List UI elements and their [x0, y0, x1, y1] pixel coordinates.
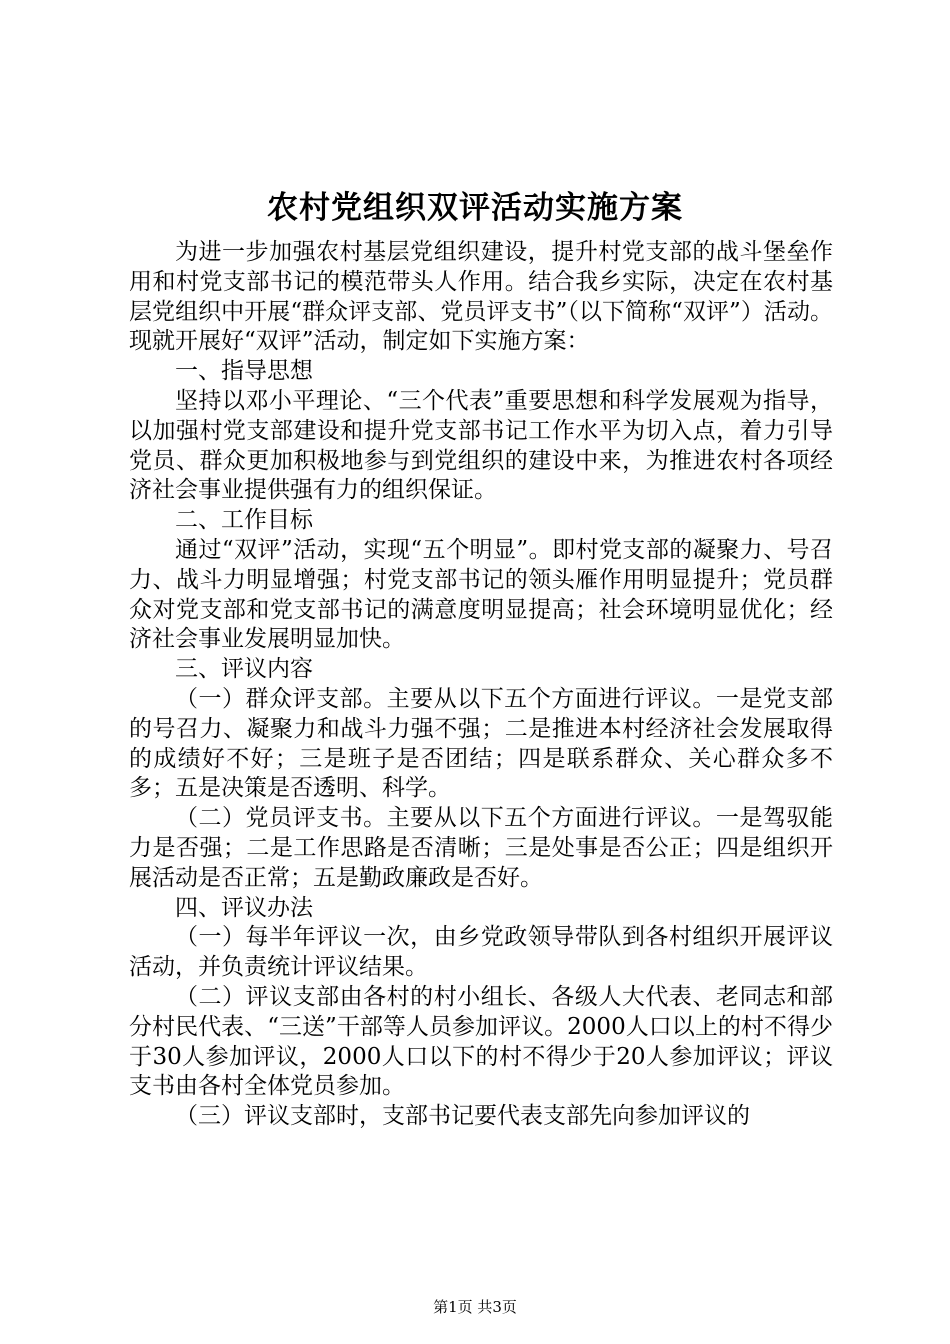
document-title: 农村党组织双评活动实施方案	[267, 190, 683, 226]
section-heading-evaluation-content: 三、评议内容	[175, 656, 313, 683]
paragraph-method-3: （三）评议支部时，支部书记要代表支部先向参加评议的	[175, 1103, 750, 1130]
paragraph-members-evaluate-secretary: （二）党员评支书。主要从以下五个方面进行评议。一是驾驭能力是否强；二是工作思路是否清晰；三是处事是否公正；四是组织开展活动是否正常；五是勤政廉政是否好。	[129, 805, 833, 891]
section-heading-work-goals: 二、工作目标	[175, 507, 313, 534]
paragraph-masses-evaluate-branch: （一）群众评支部。主要从以下五个方面进行评议。一是党支部的号召力、凝聚力和战斗力强不强；二是推进本村经济社会发展取得的成绩好不好；三是班子是否团结；四是联系群众、关心群众多不多；五是决策是否透明、科学。	[129, 685, 833, 802]
document-body	[129, 238, 833, 1132]
page-footer: 第1页 共3页	[433, 1298, 517, 1316]
section-heading-evaluation-method: 四、评议办法	[175, 894, 313, 921]
paragraph-method-2: （二）评议支部由各村的村小组长、各级人大代表、老同志和部分村民代表、“三送”干部等人员参加评议。2000人口以上的村不得少于30人参加评议，2000人口以下的村不得少于20人参加评议；评议支书由各村全体党员参加。	[129, 983, 833, 1100]
paragraph-intro: 为进一步加强农村基层党组织建设，提升村党支部的战斗堡垒作用和村党支部书记的模范带头人作用。结合我乡实际，决定在农村基层党组织中开展“群众评支部、党员评支书”（以下简称“双评”）活动。现就开展好“双评”活动，制定如下实施方案：	[129, 239, 833, 355]
paragraph-method-1: （一）每半年评议一次，由乡党政领导带队到各村组织开展评议活动，并负责统计评议结果。	[129, 924, 833, 981]
paragraph-guiding-thought: 坚持以邓小平理论、“三个代表”重要思想和科学发展观为指导，以加强村党支部建设和提升党支部书记工作水平为切入点，着力引导党员、群众更加积极地参与到党组织的建设中来，为推进农村各项经济社会事业提供强有力的组织保证。	[129, 387, 833, 504]
paragraph-work-goals: 通过“双评”活动，实现“五个明显”。即村党支部的凝聚力、号召力、战斗力明显增强；村党支部书记的领头雁作用明显提升；党员群众对党支部和党支部书记的满意度明显提高；社会环境明显优化；经济社会事业发展明显加快。	[129, 536, 833, 653]
section-heading-guiding-thought: 一、指导思想	[175, 358, 313, 385]
